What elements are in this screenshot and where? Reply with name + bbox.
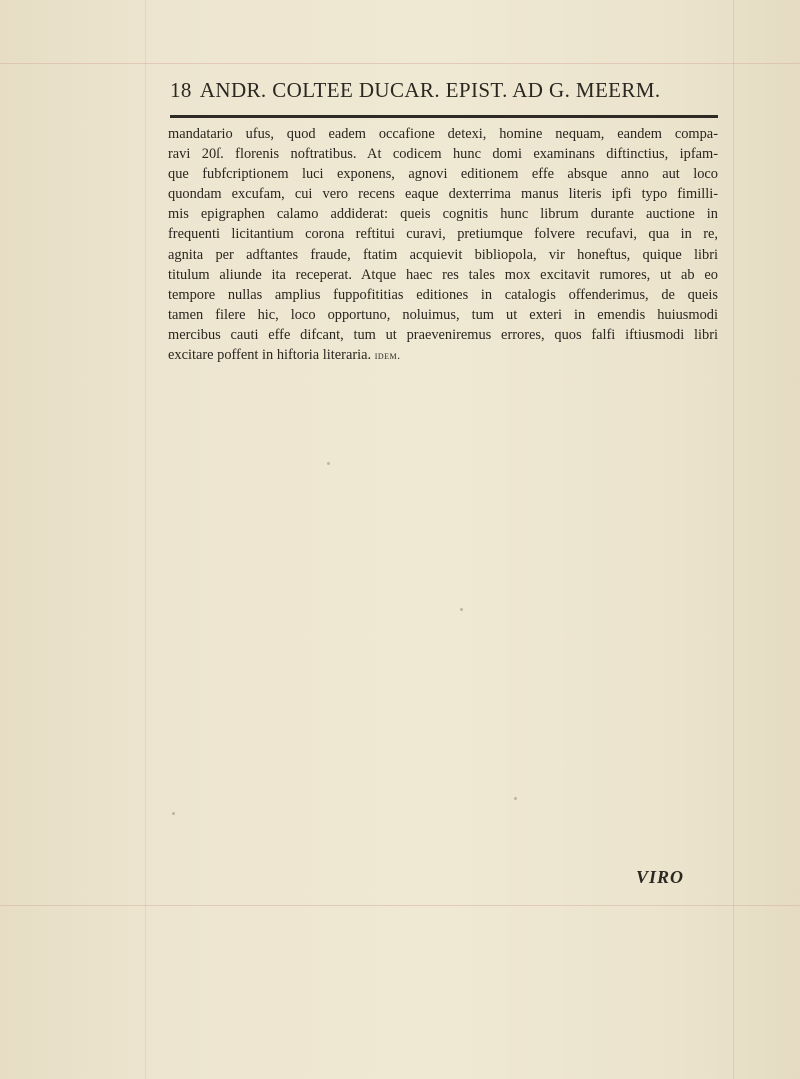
running-head-title: ANDR. COLTEE DUCAR. EPIST. AD G. MEERM.: [199, 78, 661, 102]
text-line: agnita per adftantes fraude, ftatim acquievit bibliopola, vir honeftus, quique libri: [168, 246, 718, 263]
catchword: VIRO: [636, 867, 685, 887]
text-line: frequenti licitantium corona reftitui curavi, pretiumque folvere recufavi, qua in re,: [168, 226, 718, 243]
paper-speck: [460, 608, 463, 611]
signature: idem.: [374, 348, 401, 363]
crop-guide-left: [145, 0, 146, 1079]
page-number: 18: [170, 78, 192, 102]
crop-guide-top: [0, 63, 800, 64]
text-line-last: [168, 345, 718, 365]
paper-speck: [327, 462, 330, 465]
text-line: mercibus cauti effe difcant, tum ut praeveniremus errores, quos falfi iftiusmodi libri: [168, 326, 718, 343]
text-line: tempore nullas amplius fuppofititias editiones in catalogis offenderimus, de queis: [168, 286, 718, 303]
paper-speck: [514, 797, 517, 800]
running-head: [170, 78, 730, 103]
body-text: [168, 124, 718, 365]
last-line-text: excitare poffent in hiftoria literaria.: [168, 347, 372, 364]
paper-speck: [172, 812, 175, 815]
text-line: quondam excufam, cui vero recens eaque dexterrima manus literis ipfi typo fimilli-: [168, 186, 718, 203]
text-line: tamen filere hic, loco opportuno, noluimus, tum ut exteri in emendis huiusmodi: [168, 306, 718, 323]
text-line: que fubfcriptionem luci exponens, agnovi editionem effe absque anno aut loco: [168, 166, 718, 183]
text-line: mis epigraphen calamo addiderat: queis cognitis hunc librum durante auctione in: [168, 206, 718, 223]
text-line: titulum aliunde ita receperat. Atque haec res tales mox excitavit rumores, ut ab eo: [168, 266, 718, 283]
crop-guide-right: [733, 0, 734, 1079]
text-line: mandatario ufus, quod eadem occafione detexi, homine nequam, eandem compa-: [168, 126, 718, 142]
crop-guide-bottom: [0, 905, 800, 906]
header-rule: [170, 115, 718, 118]
text-line: ravi 20ſ. florenis noftratibus. At codicem hunc domi examinans diftinctius, ipfam-: [168, 146, 718, 163]
